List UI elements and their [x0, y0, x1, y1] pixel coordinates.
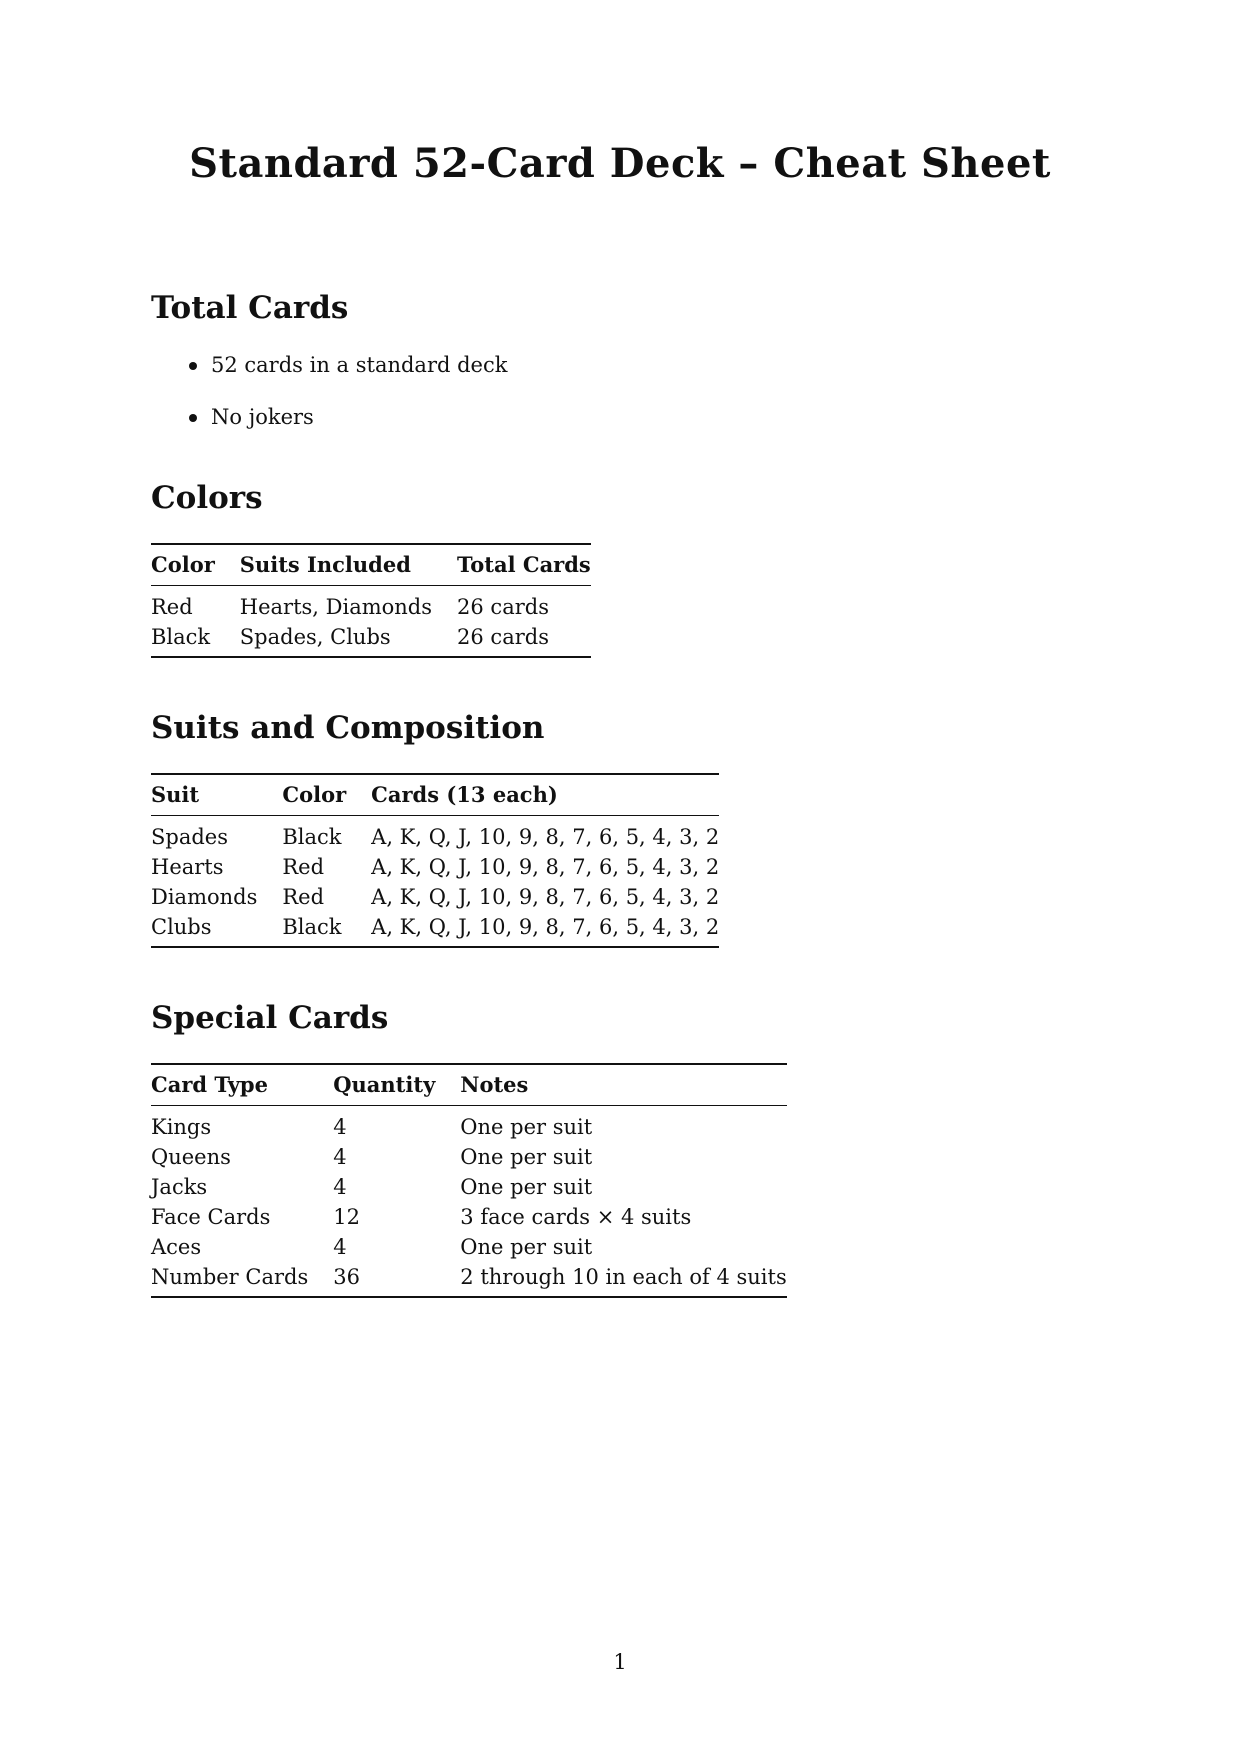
table-cell: Kings: [151, 1115, 212, 1140]
table-header-row: [151, 1064, 787, 1106]
table-row: [151, 1142, 787, 1172]
table-header-row: [151, 774, 719, 816]
column-header: Notes: [460, 1064, 786, 1106]
table-cell: Spades: [151, 825, 228, 850]
section-suits: [151, 710, 1051, 948]
column-header: Total Cards: [457, 544, 591, 586]
column-header: Suit: [151, 774, 282, 816]
bullet-icon: [189, 414, 197, 422]
table-cell: One per suit: [460, 1235, 593, 1260]
bullet-list-total-cards: [151, 351, 1051, 455]
column-header: Color: [151, 544, 240, 586]
table-row: [151, 1202, 787, 1232]
table-row: [151, 586, 591, 623]
table-cell: One per suit: [460, 1115, 593, 1140]
bullet-icon: [189, 362, 197, 370]
section-heading-special-cards: Special Cards: [151, 1000, 389, 1036]
table-cell: Red: [282, 885, 325, 910]
bullet-text: 52 cards in a standard deck: [211, 353, 508, 378]
table-cell: Black: [282, 915, 342, 940]
table-cell: 26 cards: [457, 625, 549, 650]
table-cell: Hearts: [151, 855, 224, 880]
table-row: [151, 1172, 787, 1202]
table-cell: Red: [151, 595, 193, 620]
table-row: [151, 1232, 787, 1262]
section-total-cards: [151, 290, 1051, 455]
suits-table: [151, 773, 719, 948]
table-cell: Jacks: [151, 1175, 208, 1200]
table-cell: Queens: [151, 1145, 231, 1170]
table-row: [151, 882, 719, 912]
table-row: [151, 622, 591, 657]
table-cell: Red: [282, 855, 325, 880]
column-header: Cards (13 each): [371, 774, 719, 816]
bullet-item: [151, 403, 1051, 455]
table-row: [151, 1106, 787, 1143]
table-cell: A, K, Q, J, 10, 9, 8, 7, 6, 5, 4, 3, 2: [371, 885, 720, 910]
table-cell: Clubs: [151, 915, 212, 940]
table-cell: A, K, Q, J, 10, 9, 8, 7, 6, 5, 4, 3, 2: [371, 915, 720, 940]
bullet-text: No jokers: [211, 405, 314, 430]
table-cell: 4: [333, 1235, 347, 1260]
table-cell: Face Cards: [151, 1205, 271, 1230]
table-cell: A, K, Q, J, 10, 9, 8, 7, 6, 5, 4, 3, 2: [371, 825, 720, 850]
table-cell: 4: [333, 1175, 347, 1200]
section-heading-total-cards: Total Cards: [151, 290, 349, 326]
column-header: Color: [282, 774, 371, 816]
section-colors: [151, 480, 1051, 658]
table-cell: 3 face cards × 4 suits: [460, 1205, 692, 1230]
column-header: Quantity: [333, 1064, 460, 1106]
table-row: [151, 912, 719, 947]
table-cell: Black: [282, 825, 342, 850]
table-row: [151, 852, 719, 882]
table-row: [151, 1262, 787, 1297]
table-cell: One per suit: [460, 1175, 593, 1200]
table-cell: 12: [333, 1205, 360, 1230]
table-cell: 4: [333, 1115, 347, 1140]
table-header-row: [151, 544, 591, 586]
bullet-item: [151, 351, 1051, 403]
table-cell: Number Cards: [151, 1265, 309, 1290]
page-number: 1: [613, 1650, 627, 1674]
section-heading-suits: Suits and Composition: [151, 710, 545, 746]
column-header: Suits Included: [240, 544, 457, 586]
table-cell: 36: [333, 1265, 360, 1290]
table-cell: Black: [151, 625, 211, 650]
table-cell: 4: [333, 1145, 347, 1170]
colors-table: [151, 543, 591, 658]
table-cell: One per suit: [460, 1145, 593, 1170]
table-cell: Diamonds: [151, 885, 258, 910]
column-header: Card Type: [151, 1064, 333, 1106]
table-cell: Aces: [151, 1235, 202, 1260]
section-special-cards: [151, 1000, 1051, 1298]
table-cell: Hearts, Diamonds: [239, 595, 433, 620]
table-row: [151, 816, 719, 853]
section-heading-colors: Colors: [151, 480, 263, 516]
table-cell: 26 cards: [457, 595, 549, 620]
table-cell: A, K, Q, J, 10, 9, 8, 7, 6, 5, 4, 3, 2: [371, 855, 720, 880]
special-cards-table: [151, 1063, 787, 1298]
table-cell: Spades, Clubs: [239, 625, 391, 650]
table-cell: 2 through 10 in each of 4 suits: [460, 1265, 787, 1290]
page-title: Standard 52-Card Deck – Cheat Sheet: [189, 140, 1051, 187]
